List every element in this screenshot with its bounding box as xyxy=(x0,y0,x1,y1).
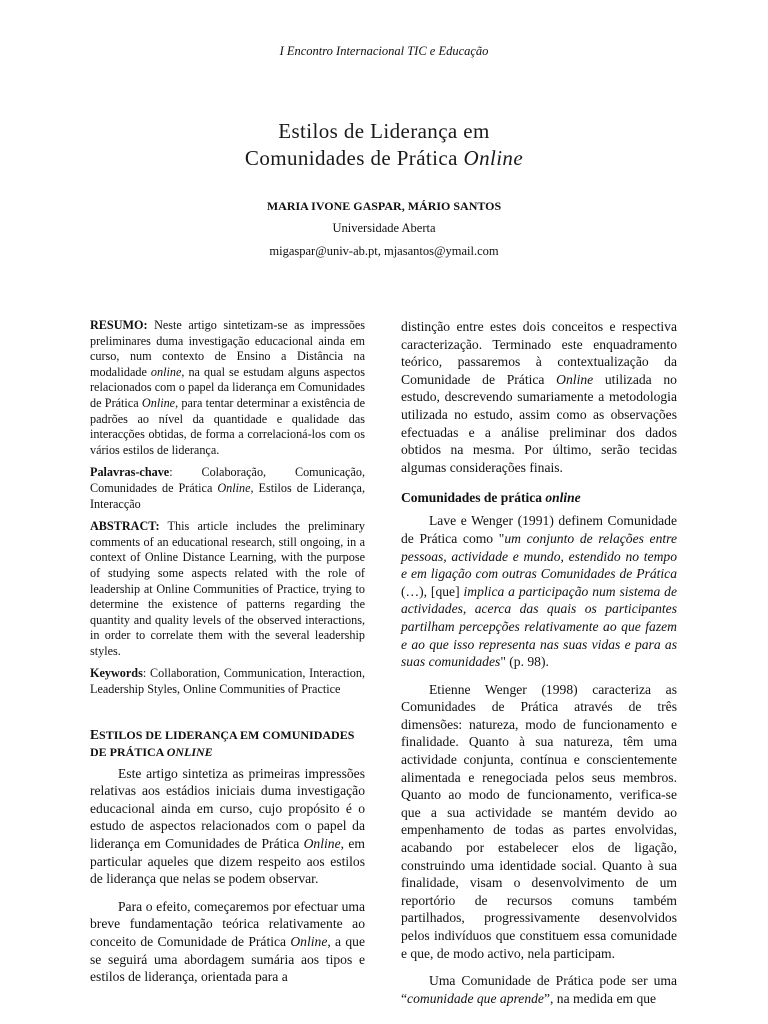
title-line-2-text: Comunidades de Prática xyxy=(244,146,464,170)
resumo-italic-1: online xyxy=(150,364,182,379)
right-p4-text-1: Uma Comunidade de Prática pode ser uma “ xyxy=(401,973,677,1006)
right-p2-text-3: " (p. 98). xyxy=(500,654,549,670)
title-line-2-italic: Online xyxy=(463,146,524,170)
right-p1-italic: Online xyxy=(556,371,594,387)
left-p1-text-1: Este artigo sintetiza as primeiras impressões relativas aos estádios iniciais duma investigação educacional ainda em curso, cujo propósito é o estudo de aspectos relacionados com o papel da liderança em Comunidades de Prática xyxy=(90,765,365,852)
subsection-heading xyxy=(401,490,677,506)
left-p2-italic: Online xyxy=(290,934,328,949)
section-heading-text: STILOS DE LIDERANÇA EM COMUNIDADES DE PRÁTICA xyxy=(90,727,355,759)
right-column xyxy=(401,318,677,1007)
abstract-label: ABSTRACT: xyxy=(90,519,160,534)
author-emails: migaspar@univ-ab.pt, mjasantos@ymail.com xyxy=(269,244,499,258)
subsection-heading-italic: online xyxy=(545,490,581,506)
section-heading xyxy=(90,726,365,761)
resumo-text-2: , na qual se estudam alguns aspectos relacionados com o papel da liderança em Comunidades de Prática xyxy=(90,364,365,410)
palavras-text-1: : Colaboração, Comunicação, Comunidades de Prática xyxy=(90,465,365,495)
body-paragraph-4 xyxy=(401,512,677,670)
keywords-text: : Collaboration, Communication, Interaction, Leadership Styles, Online Communities of Practice xyxy=(90,666,365,697)
left-column xyxy=(90,318,365,986)
right-p2-text-1: Lave e Wenger (1991) definem Comunidade de Prática como " xyxy=(401,513,677,546)
authors: MARIA IVONE GASPAR, MÁRIO SANTOS xyxy=(266,199,502,213)
body-paragraph-3 xyxy=(401,318,677,476)
palavras-italic-1: Online xyxy=(217,480,251,495)
subsection-heading-text: Comunidades de prática xyxy=(401,490,546,506)
right-p1-text-1: distinção entre estes dois conceitos e respectiva caracterização. Terminado este enquadramento teórico, passaremos à contextualização da Comunidade de Prática xyxy=(401,319,677,387)
paper-title xyxy=(0,118,768,172)
right-p4-italic: comunidade que aprende xyxy=(407,990,544,1006)
keywords-label: Keywords xyxy=(90,666,143,681)
resumo-label: RESUMO: xyxy=(90,318,148,332)
keywords-paragraph xyxy=(90,666,365,697)
right-p4-text-2: ”, na medida em que xyxy=(543,990,657,1006)
right-p2-italic-2: implica a participação num sistema de actividades, acerca das quais os participantes partilham percepções relativamente ao que fazem e ao que isso representa nas suas vidas e para as suas comunidades xyxy=(401,583,677,670)
left-p1-text-2: , em particular aqueles que dizem respeito aos estilos de liderança que nelas se podem observar. xyxy=(90,836,365,887)
abstract-text: This article includes the preliminary comments of an educational research, still ongoing, in a context of Online Distance Learning, with the purpose of studying some aspects related with the role of leadership at Online Communities of Practice, trying to determine the existence of patterns regarding the quantity and quality levels of the observed interactions, in order to correlate them with the several leadership styles. xyxy=(90,519,365,658)
section-heading-cap: E xyxy=(90,726,100,742)
title-line-2 xyxy=(0,145,768,172)
body-paragraph-6 xyxy=(401,972,677,1007)
resumo-paragraph xyxy=(90,318,365,458)
right-p1-text-2: utilizada no estudo, descrevendo sumariamente a metodologia utilizada no estudo, assim como as observações efectuadas e a análise preliminar dos dados obtidos na mesma. Por último, serão tecidas algumas considerações finais. xyxy=(401,371,677,475)
body-paragraph-5: Etienne Wenger (1998) caracteriza as Comunidades de Prática através de três dimensões: natureza, modo de funcionamento e finalidade. Quanto à sua natureza, têm uma actividade conjunta, contínua e conscientemente alimentada e renegociada pelos seus membros. Quanto ao modo de funcionamento, verifica-se que a sua actividade se mantém devido ao empenhamento de todas as partes envolvidas, acabando por estabelecer elos de ligação, construindo uma identidade social. Quanto à sua finalidade, visam o desenvolvimento de um reportório de recursos comuns também partilhados, progressivamente desenvolvidos pelos indivíduos que constituem essa comunidade e que, de modo activo, nela participam. xyxy=(401,681,677,961)
affiliation: Universidade Aberta xyxy=(332,221,436,235)
resumo-italic-2: Online xyxy=(141,395,176,410)
right-p2-text-2: (…), [que] xyxy=(401,583,464,599)
palavras-text-2: , Estilos de Liderança, Interacção xyxy=(90,480,365,511)
abstract-paragraph xyxy=(90,519,365,659)
left-p2-text-2: , a que se seguirá uma abordagem sumária aos tipos e estilos de liderança, orientada para a xyxy=(90,934,365,985)
left-p2-text-1: Para o efeito, começaremos por efectuar uma breve fundamentação teórica relativamente ao conceito de Comunidade de Prática xyxy=(90,898,365,949)
left-p1-italic: Online xyxy=(303,836,341,852)
title-line-1: Estilos de Liderança em xyxy=(278,119,490,143)
resumo-text-1: Neste artigo sintetizam-se as impressões preliminares duma investigação educacional ainda em curso, num contexto de Ensino a Distância na modalidade xyxy=(90,318,365,379)
running-header: I Encontro Internacional TIC e Educação xyxy=(279,44,489,58)
palavras-chave-label: Palavras-chave xyxy=(90,465,170,480)
body-paragraph-2 xyxy=(90,898,365,986)
palavras-chave-paragraph xyxy=(90,465,365,512)
section-heading-italic: ONLINE xyxy=(166,744,213,759)
resumo-text-3: , para tentar determinar a existência de padrões ao nível da quantidade e qualidade das interacções obtidas, de forma a correlacioná-los com os vários estilos de liderança. xyxy=(90,395,366,457)
body-paragraph-1 xyxy=(90,765,365,888)
right-p2-italic-1: um conjunto de relações entre pessoas, actividade e mundo, estendido no tempo e em ligação com outras Comunidades de Prática xyxy=(401,530,677,582)
